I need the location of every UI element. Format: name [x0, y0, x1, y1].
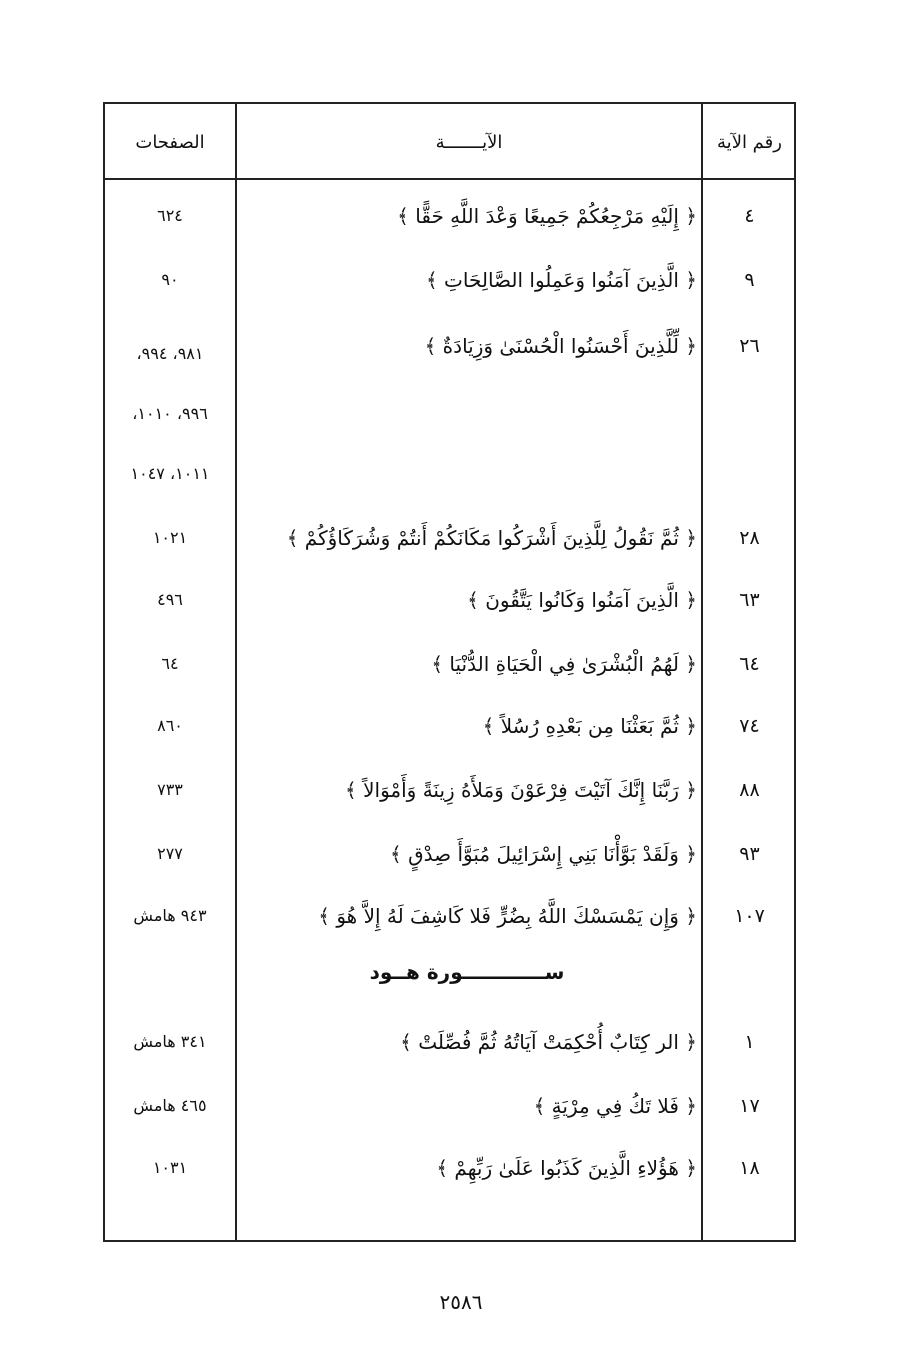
- page-refs: ٢٧٧: [157, 844, 183, 863]
- ayah-text: ﴿ لِّلَّذِينَ أَحْسَنُوا الْحُسْنَىٰ وَزِيَادَةٌ ﴾: [424, 334, 697, 358]
- page-refs: ٦٤: [161, 654, 179, 673]
- ayah-number: ٩: [744, 269, 755, 291]
- table-row: [105, 834, 794, 874]
- ayah-number: ١: [744, 1031, 755, 1053]
- page-refs: ٩٩٦، ١٠١٠،: [132, 404, 208, 423]
- index-table: [103, 102, 796, 1242]
- ayah-number: ١٧: [739, 1095, 760, 1117]
- page-number: ٢٥٨٦: [439, 1290, 483, 1314]
- table-row: [105, 644, 794, 684]
- ayah-number: ١٨: [739, 1157, 760, 1179]
- ayah-number: ٢٦: [739, 335, 760, 357]
- page-refs: ٩٤٣ هامش: [133, 906, 207, 925]
- page-refs: ١٠٢١: [152, 528, 188, 547]
- table-row: [105, 706, 794, 746]
- ayah-text: ﴿ إِلَيْهِ مَرْجِعُكُمْ جَمِيعًا وَعْدَ اللَّهِ حَقًّا ﴾: [397, 204, 697, 228]
- ayah-text: ﴿ فَلا تَكُ فِي مِرْيَةٍ ﴾: [533, 1094, 697, 1118]
- page-refs: ١٠٣١: [152, 1158, 188, 1177]
- header-ayah: الآيـــــــة: [435, 131, 503, 153]
- page-refs: ٦٢٤: [157, 206, 183, 225]
- page-refs: ٤٩٦: [157, 590, 183, 609]
- table-row: [105, 394, 794, 434]
- ayah-number: ٦٣: [739, 589, 760, 611]
- page-refs: ٣٤١ هامش: [133, 1032, 207, 1051]
- header-pages: الصفحات: [135, 131, 205, 153]
- page-refs: ٩٨١، ٩٩٤،: [136, 344, 204, 363]
- table-row: [105, 334, 794, 374]
- ayah-text: ﴿ وَإِن يَمْسَسْكَ اللَّهُ بِضُرٍّ فَلا كَاشِفَ لَهُ إِلاَّ هُوَ ﴾: [318, 904, 697, 928]
- ayah-text: ﴿ الر كِتَابٌ أُحْكِمَتْ آيَاتُهُ ثُمَّ فُصِّلَتْ ﴾: [400, 1030, 697, 1054]
- table-row: [105, 1148, 794, 1188]
- ayah-number: ٦٤: [739, 653, 760, 675]
- surah-heading-row: [105, 952, 794, 992]
- page-refs: ٩٠: [161, 270, 179, 289]
- table-row: [105, 518, 794, 558]
- page-refs: ٨٦٠: [157, 716, 183, 735]
- ayah-text: ﴿ لَهُمُ الْبُشْرَىٰ فِي الْحَيَاةِ الدُّنْيَا ﴾: [431, 652, 697, 676]
- ayah-text: ﴿ هَؤُلاءِ الَّذِينَ كَذَبُوا عَلَىٰ رَبِّهِمْ ﴾: [436, 1156, 697, 1180]
- page-refs: ١٠١١، ١٠٤٧: [130, 464, 210, 483]
- table-row: [105, 1022, 794, 1062]
- table-row: [105, 454, 794, 494]
- ayah-text: ﴿ وَلَقَدْ بَوَّأْنَا بَنِي إِسْرَائِيلَ مُبَوَّأَ صِدْقٍ ﴾: [390, 842, 697, 866]
- page-refs: ٤٦٥ هامش: [133, 1096, 207, 1115]
- ayah-text: ﴿ الَّذِينَ آمَنُوا وَعَمِلُوا الصَّالِحَاتِ ﴾: [425, 268, 697, 292]
- table-row: [105, 260, 794, 300]
- ayah-number: ٧٤: [739, 715, 760, 737]
- ayah-text: ﴿ رَبَّنَا إِنَّكَ آتَيْتَ فِرْعَوْنَ وَمَلأَهُ زِينَةً وَأَمْوَالاً ﴾: [345, 778, 697, 802]
- ayah-text: ﴿ الَّذِينَ آمَنُوا وَكَانُوا يَتَّقُونَ ﴾: [467, 588, 697, 612]
- ayah-text: ﴿ ثُمَّ بَعَثْنَا مِن بَعْدِهِ رُسُلاً ﴾: [482, 714, 697, 738]
- table-row: [105, 896, 794, 936]
- ayah-number: ١٠٧: [734, 905, 765, 927]
- table-row: [105, 770, 794, 810]
- ayah-number: ٩٣: [739, 843, 760, 865]
- ayah-number: ٨٨: [739, 779, 760, 801]
- table-row: [105, 580, 794, 620]
- ayah-number: ٤: [744, 205, 755, 227]
- page-refs: ٧٣٣: [157, 780, 183, 799]
- surah-heading: ســــــــــــورة هــود: [369, 960, 565, 984]
- ayah-number: ٢٨: [739, 527, 760, 549]
- header-number: رقم الآية: [717, 131, 782, 153]
- table-row: [105, 1086, 794, 1126]
- ayah-text: ﴿ ثُمَّ نَقُولُ لِلَّذِينَ أَشْرَكُوا مَكَانَكُمْ أَنتُمْ وَشُرَكَاؤُكُمْ ﴾: [286, 526, 697, 550]
- table-row: [105, 196, 794, 236]
